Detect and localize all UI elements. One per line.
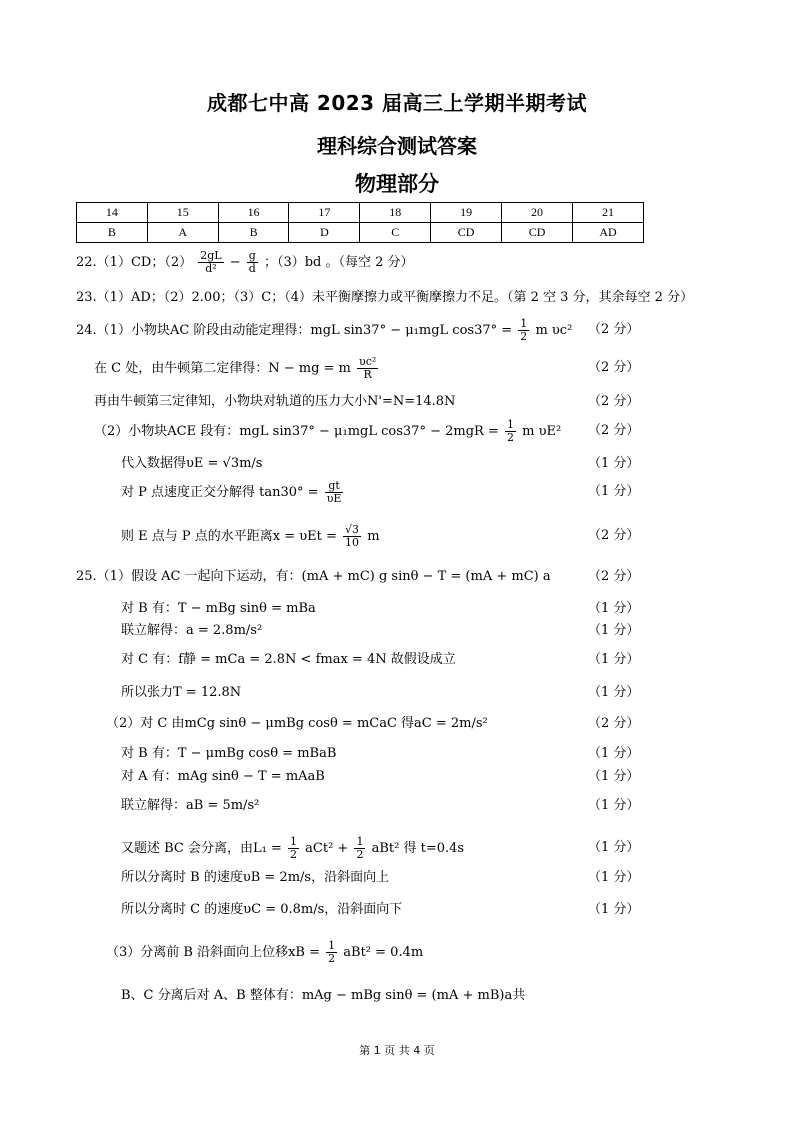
question-number: 20	[502, 203, 573, 223]
frac-den: 2	[506, 431, 514, 444]
frac-num: 2gL	[200, 249, 222, 262]
fraction	[288, 836, 299, 861]
answer-cell: B	[77, 223, 148, 243]
answer-cell: AD	[572, 223, 643, 243]
frac-den: 2	[328, 952, 336, 965]
q25-text: 联立解得：a = 2.8m/s²	[121, 623, 263, 638]
q22-text-end: ；（3）bd 。（每空 2 分）	[263, 255, 414, 270]
q25-text: 对 C 有：f静 = mCa = 2.8N < fmax = 4N 故假设成立	[121, 652, 456, 667]
frac-num: gt	[325, 480, 344, 493]
minus-sign: −	[229, 255, 241, 270]
answer-line-25-13	[0, 940, 794, 964]
q25-text: aCt² +	[305, 841, 349, 856]
q25-text: 25.（1）假设 AC 一起向下运动，有：(mA + mC) g sinθ − T = (mA + mC) a	[76, 569, 551, 584]
answer-cell: CD	[431, 223, 502, 243]
q25-text: 联立解得：aB = 5m/s²	[121, 798, 260, 813]
q25-text: aBt² = 0.4m	[343, 945, 424, 960]
score-label: （1 分）	[588, 601, 640, 616]
frac-den: d	[248, 262, 256, 275]
answer-cell: A	[147, 223, 218, 243]
frac-den: 10	[345, 536, 360, 549]
question-number: 17	[289, 203, 360, 223]
score-label: （1 分）	[588, 870, 640, 885]
frac-num: g	[248, 249, 256, 262]
answer-line-25-6	[0, 712, 794, 736]
q24-text: 对 P 点速度正交分解得 tan30° =	[121, 485, 319, 500]
frac-num: √3	[345, 523, 360, 536]
fraction	[325, 480, 344, 505]
answer-line-25-14	[0, 984, 794, 1008]
q25-text: （2）对 C 由mCg sinθ − μmBg cosθ = mCaC 得aC = 2m/s²	[106, 716, 488, 731]
score-label: （2 分）	[588, 716, 640, 731]
score-label: （1 分）	[588, 902, 640, 917]
score-label: （1 分）	[588, 769, 640, 784]
answer-line-24-4	[0, 419, 794, 443]
q23-text: 23.（1）AD；（2）2.00；（3）C；（4）未平衡摩擦力或平衡摩擦力不足。（第 2 空 3 分，其余每空 2 分）	[76, 290, 694, 305]
answer-cell: D	[289, 223, 360, 243]
q24-text: 代入数据得υE = √3m/s	[121, 456, 263, 471]
question-number: 21	[572, 203, 643, 223]
answer-line-24-7	[0, 524, 794, 548]
q24-text: 则 E 点与 P 点的水平距离x = υEt =	[121, 529, 337, 544]
frac-den: 2	[356, 848, 364, 861]
score-label: （1 分）	[588, 623, 640, 638]
score-label: （2 分）	[588, 528, 640, 543]
q24-text: （2）小物块ACE 段有：mgL sin37° − μ₁mgL cos37° − 2mgR =	[94, 424, 499, 439]
score-label: （2 分）	[588, 360, 640, 375]
q25-text: 对 A 有：mAg sinθ − T = mAaB	[121, 769, 325, 784]
q25-text: 对 B 有：T − mBg sinθ = mBa	[121, 601, 316, 616]
q25-text: 所以张力T = 12.8N	[121, 685, 242, 700]
score-label: （1 分）	[588, 798, 640, 813]
answer-line-25-11	[0, 866, 794, 890]
table-row-questions	[77, 203, 644, 223]
frac-num: 1	[290, 835, 298, 848]
question-number: 16	[218, 203, 289, 223]
answer-line-24-2	[0, 356, 794, 380]
q24-text: 再由牛顿第三定律知，小物块对轨道的压力大小N'=N=14.8N	[94, 394, 456, 409]
answer-line-25-8	[0, 765, 794, 789]
answer-line-25-2	[0, 597, 794, 621]
frac-den: d²	[205, 262, 217, 275]
frac-den: 2	[520, 330, 528, 343]
frac-num: υc²	[359, 355, 377, 368]
fraction	[505, 419, 516, 444]
score-label: （1 分）	[588, 456, 640, 471]
page-title: 成都七中高 2023 届高三上学期半期考试	[206, 91, 588, 115]
q24-text-end: m υc²	[535, 323, 573, 338]
q25-text: 所以分离时 B 的速度υB = 2m/s，沿斜面向上	[121, 870, 390, 885]
q24-text: 在 C 处，由牛顿第二定律得：N − mg = m	[94, 361, 351, 376]
q22-text: 22.（1）CD；（2）	[76, 255, 193, 270]
q24-text: 24.（1）小物块AC 阶段由动能定理得：mgL sin37° − μ₁mgL cos37° =	[76, 323, 513, 338]
q25-text: 所以分离时 C 的速度υC = 0.8m/s，沿斜面向下	[121, 902, 403, 917]
answer-line-25-1	[0, 565, 794, 589]
q24-text-end: m υE²	[522, 424, 562, 439]
answer-line-25-12	[0, 898, 794, 922]
answer-line-24-6	[0, 480, 794, 504]
answer-line-24-1	[0, 318, 794, 342]
q25-text: 又题述 BC 会分离，由L₁ =	[121, 841, 282, 856]
score-label: （2 分）	[588, 322, 640, 337]
question-number: 19	[431, 203, 502, 223]
score-label: （1 分）	[588, 840, 640, 855]
table-row-answers	[77, 223, 644, 243]
answer-cell: CD	[502, 223, 573, 243]
page-footer: 第 1 页 共 4 页	[359, 1044, 435, 1057]
fraction	[357, 356, 378, 381]
answer-line-25-10	[0, 836, 794, 860]
answer-line-25-4	[0, 648, 794, 672]
fraction	[198, 250, 223, 275]
q24-text-end: m	[367, 529, 380, 544]
answer-line-25-3	[0, 619, 794, 643]
answer-line-23	[0, 286, 794, 310]
answer-line-22	[0, 250, 794, 274]
fraction	[343, 524, 361, 549]
score-label: （1 分）	[588, 652, 640, 667]
frac-num: 1	[520, 317, 528, 330]
score-label: （1 分）	[588, 685, 640, 700]
fraction	[518, 318, 529, 343]
page-subtitle: 理科综合测试答案	[317, 134, 477, 158]
answer-cell: C	[360, 223, 431, 243]
fraction	[326, 940, 337, 965]
q25-text: aBt² 得 t=0.4s	[371, 841, 465, 856]
frac-num: 1	[506, 418, 514, 431]
frac-num: 1	[328, 939, 336, 952]
score-label: （2 分）	[588, 423, 640, 438]
frac-den: R	[363, 368, 372, 381]
question-number: 14	[77, 203, 148, 223]
answer-line-24-5	[0, 452, 794, 476]
question-number: 15	[147, 203, 218, 223]
score-label: （2 分）	[588, 394, 640, 409]
answer-line-24-3	[0, 390, 794, 414]
question-number: 18	[360, 203, 431, 223]
q25-text: B、C 分离后对 A、B 整体有：mAg − mBg sinθ = (mA + mB)a共	[121, 988, 526, 1003]
answer-table	[76, 202, 644, 243]
answer-line-25-9	[0, 794, 794, 818]
section-title: 物理部分	[355, 172, 439, 196]
answer-line-25-5	[0, 681, 794, 705]
frac-num: 1	[356, 835, 364, 848]
frac-den: 2	[290, 848, 298, 861]
score-label: （1 分）	[588, 484, 640, 499]
answer-line-25-7	[0, 742, 794, 766]
score-label: （2 分）	[588, 569, 640, 584]
score-label: （1 分）	[588, 746, 640, 761]
q25-text: 对 B 有：T − μmBg cosθ = mBaB	[121, 746, 337, 761]
fraction	[247, 250, 258, 275]
frac-den: υE	[326, 492, 342, 505]
fraction	[354, 836, 365, 861]
q25-text: （3）分离前 B 沿斜面向上位移xB =	[106, 945, 320, 960]
answer-cell: B	[218, 223, 289, 243]
